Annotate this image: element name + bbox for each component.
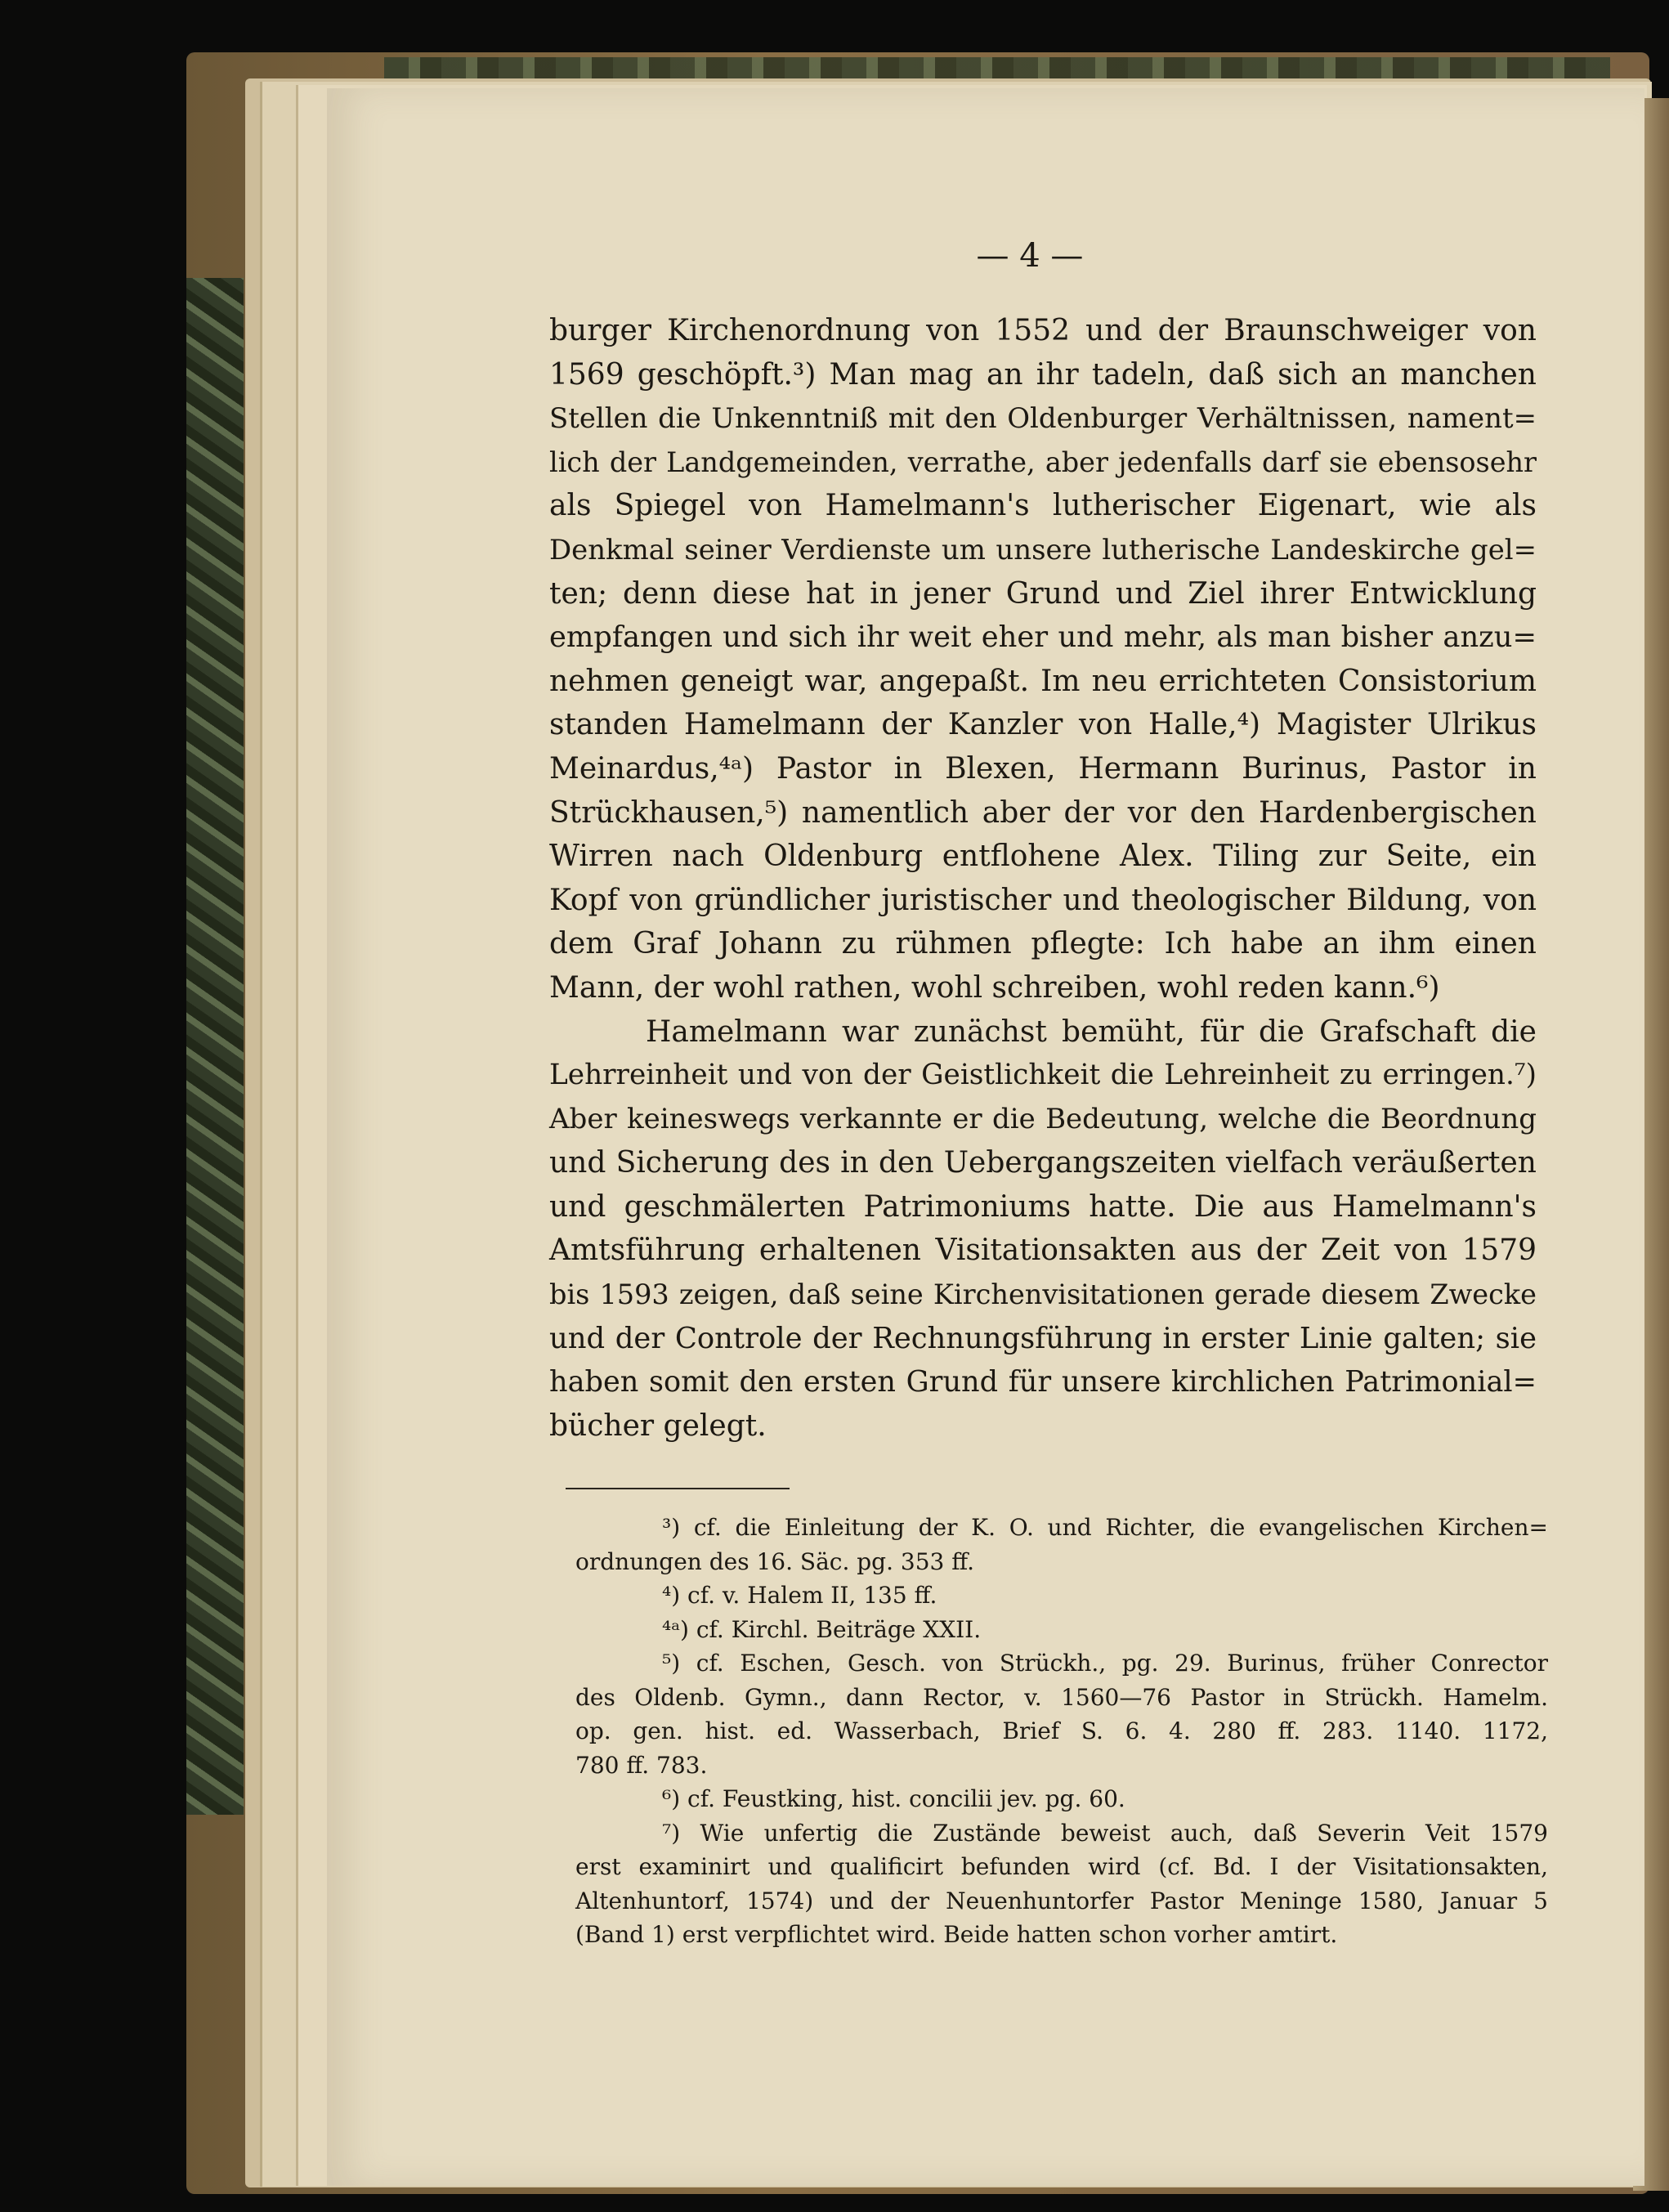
text-line: und der Controle der Rechnungsführung in erster Linie galten; sie: [549, 1321, 1537, 1355]
footnote-line: ⁷) Wie unfertig die Zustände beweist auch, daß Severin Veit 1579: [662, 1819, 1548, 1847]
text-line: als Spiegel von Hamelmann's lutherischer Eigenart, wie als: [549, 489, 1537, 523]
footnote-line: des Oldenb. Gymn., dann Rector, v. 1560—76 Pastor in Strückh. Hamelm.: [575, 1683, 1548, 1711]
text-line: und Sicherung des in den Uebergangszeiten vielfach veräußerten: [549, 1146, 1537, 1180]
footnote-separator: [566, 1488, 790, 1489]
text-line: 1569 geschöpft.³) Man mag an ihr tadeln, daß sich an manchen: [549, 357, 1537, 392]
footnote-line: ⁶) cf. Feustking, hist. concilii jev. pg. 60.: [662, 1785, 1125, 1812]
text-line: Stellen die Unkenntniß mit den Oldenburger Verhältnissen, nament=: [549, 402, 1537, 435]
text-line: haben somit den ersten Grund für unsere kirchlichen Patrimonial=: [549, 1365, 1537, 1399]
marbled-cover-edge-left: [186, 278, 244, 1815]
text-line: dem Graf Johann zu rühmen pflegte: Ich habe an ihm einen: [549, 927, 1537, 961]
footnotes: [575, 1511, 1548, 1952]
text-line: Strückhausen,⁵) namentlich aber der vor den Hardenbergischen: [549, 795, 1537, 830]
footnote-line: ⁴) cf. v. Halem II, 135 ff.: [662, 1582, 937, 1609]
footnote-line: ⁵) cf. Eschen, Gesch. von Strückh., pg. 29. Burinus, früher Conrector: [662, 1650, 1548, 1677]
text-line: empfangen und sich ihr weit eher und mehr, als man bisher anzu=: [549, 620, 1537, 655]
text-line: standen Hamelmann der Kanzler von Halle,⁴) Magister Ulrikus: [549, 708, 1537, 742]
footnote-line: op. gen. hist. ed. Wasserbach, Brief S. 6. 4. 280 ff. 283. 1140. 1172,: [575, 1717, 1548, 1744]
page-number: — 4 —: [976, 237, 1084, 275]
footnote-line: Altenhuntorf, 1574) und der Neuenhuntorfer Pastor Meninge 1580, Januar 5: [575, 1887, 1548, 1914]
text-line: nehmen geneigt war, angepaßt. Im neu errichteten Consistorium: [549, 664, 1537, 698]
footnote-line: ordnungen des 16. Säc. pg. 353 ff.: [575, 1547, 975, 1575]
footnote-line: ³) cf. die Einleitung der K. O. und Richter, die evangelischen Kirchen=: [662, 1514, 1548, 1541]
text-line: burger Kirchenordnung von 1552 und der Braunschweiger von: [549, 314, 1537, 347]
footnote-line: ⁴ᵃ) cf. Kirchl. Beiträge XXII.: [662, 1615, 982, 1643]
text-line: Mann, der wohl rathen, wohl schreiben, wohl reden kann.⁶): [549, 970, 1440, 1005]
text-line: lich der Landgemeinden, verrathe, aber jedenfalls darf sie ebensosehr: [549, 446, 1537, 478]
main-text: [549, 309, 1537, 1448]
text-line: bis 1593 zeigen, daß seine Kirchenvisitationen gerade diesem Zwecke: [549, 1278, 1537, 1311]
text-line: Meinardus,⁴ᵃ) Pastor in Blexen, Hermann Burinus, Pastor in: [549, 751, 1537, 786]
footnote-line: 780 ff. 783.: [575, 1751, 708, 1779]
footnote-line: erst examinirt und qualificirt befunden wird (cf. Bd. I der Visitationsakten,: [575, 1853, 1548, 1880]
text-line: Hamelmann war zunächst bemüht, für die Grafschaft die: [646, 1014, 1537, 1049]
text-line: Wirren nach Oldenburg entflohene Alex. Tiling zur Seite, ein: [549, 840, 1537, 874]
text-line: Aber keineswegs verkannte er die Bedeutung, welche die Beordnung: [549, 1102, 1537, 1135]
text-line: und geschmälerten Patrimoniums hatte. Die aus Hamelmann's: [549, 1189, 1537, 1224]
text-line: Denkmal seiner Verdienste um unsere lutherische Landeskirche gel=: [549, 533, 1537, 566]
text-line: ten; denn diese hat in jener Grund und Ziel ihrer Entwicklung: [549, 576, 1537, 611]
footnote-line: (Band 1) erst verpflichtet wird. Beide hatten schon vorher amtirt.: [575, 1921, 1338, 1948]
text-line: Amtsführung erhaltenen Visitationsakten aus der Zeit von 1579: [549, 1234, 1537, 1268]
text-line: Lehrreinheit und von der Geistlichkeit die Lehreinheit zu erringen.⁷): [549, 1059, 1537, 1092]
text-line: bücher gelegt.: [549, 1408, 767, 1443]
text-line: Kopf von gründlicher juristischer und theologischer Bildung, von: [549, 883, 1537, 917]
